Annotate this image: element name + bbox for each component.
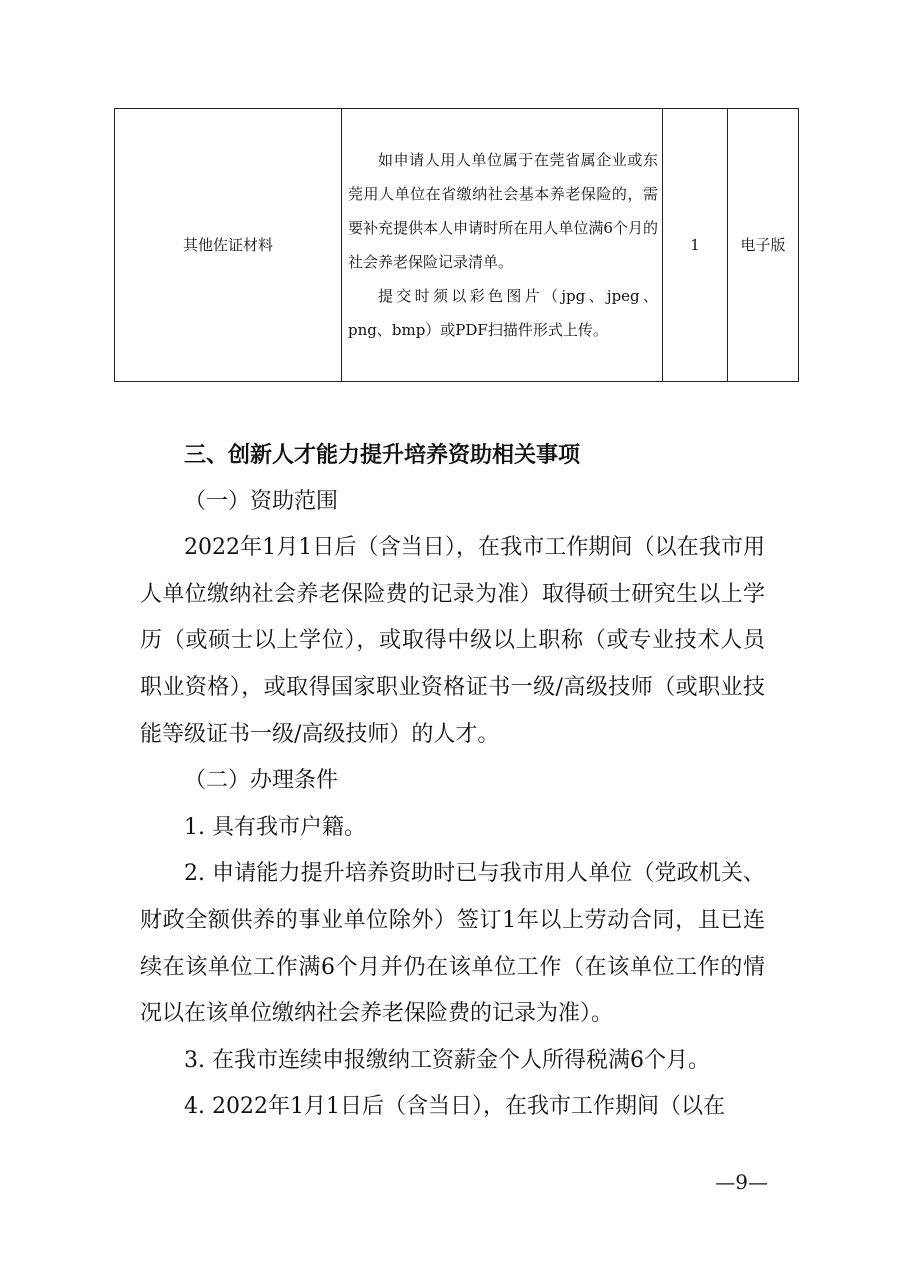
- table-row: [115, 109, 799, 382]
- description-paragraph: 提交时须以彩色图片（jpg、jpeg、png、bmp）或PDF扫描件形式上传。: [348, 287, 658, 339]
- document-body: [140, 432, 765, 1131]
- list-item: 2. 申请能力提升培养资助时已与我市用人单位（党政机关、财政全额供养的事业单位除外）签订1年以上劳动合同，且已连续在该单位工作满6个月并仍在该单位工作（在该单位工作的情况以在该单位缴纳社会养老保险费的记录为准）。: [140, 861, 765, 1027]
- material-name-cell: 其他佐证材料: [115, 109, 342, 382]
- material-count-cell: 1: [663, 109, 728, 382]
- page-number: —9—: [715, 1170, 768, 1194]
- paragraph: 2022年1月1日后（含当日），在我市工作期间（以在我市用人单位缴纳社会养老保险费的记录为准）取得硕士研究生以上学历（或硕士以上学位），或取得中级以上职称（或专业技术人员职业资格），或取得国家职业资格证书一级/高级技师（或职业技能等级证书一级/高级技师）的人才。: [140, 535, 765, 747]
- list-item: 4. 2022年1月1日后（含当日），在我市工作期间（以在: [184, 1094, 725, 1120]
- description-paragraph: 如申请人用人单位属于在莞省属企业或东莞用人单位在省缴纳社会基本养老保险的，需要补充提供本人申请时所在用人单位满6个月的社会养老保险记录清单。: [348, 151, 658, 271]
- subsection-heading: （一）资助范围: [184, 488, 339, 514]
- materials-table: [114, 108, 786, 382]
- materials-table-grid: [114, 108, 799, 382]
- list-item: 3. 在我市连续申报缴纳工资薪金个人所得税满6个月。: [184, 1047, 710, 1073]
- subsection-heading: （二）办理条件: [184, 768, 339, 794]
- material-format-cell: 电子版: [728, 109, 799, 382]
- list-item: 1. 具有我市户籍。: [184, 814, 366, 840]
- section-heading: 三、创新人才能力提升培养资助相关事项: [184, 442, 581, 468]
- material-description-cell: [342, 109, 663, 382]
